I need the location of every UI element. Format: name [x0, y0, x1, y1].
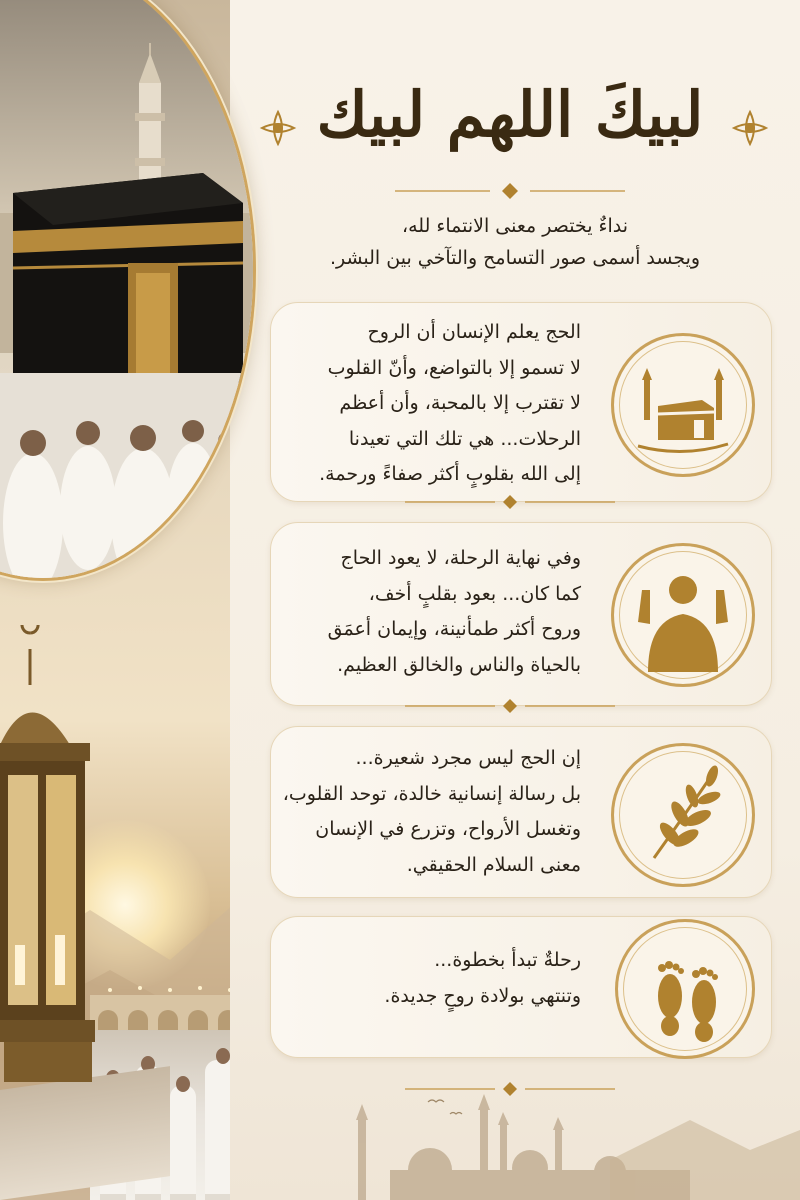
olive-branch-icon [611, 743, 755, 887]
mosque-skyline [330, 1090, 800, 1200]
page-title: لبيكَ اللهم لبيك [316, 78, 704, 151]
kaaba-icon [611, 333, 755, 477]
card-humility [270, 302, 772, 502]
card-message [270, 726, 772, 898]
subtitle-line-2: ويجسد أسمى صور التسامح والتآخي بين البشر. [329, 247, 701, 269]
card-text: وفي نهاية الرحلة، لا يعود الحاج كما كان... بعود بقلبٍ أخف، وروح أكثر طمأنينة، وإيمان أعمَق بالحياة والناس والخالق العظيم. [327, 547, 581, 676]
subtitle-line-1: نداءٌ يختصر معنى الانتماء لله، [401, 215, 629, 237]
card-journey [270, 916, 772, 1058]
card-return [270, 522, 772, 706]
card-text: الحج يعلم الإنسان أن الروح لا تسمو إلا بالتواضع، وأنّ القلوب لا تقترب إلا بالمحبة، وأن أعظم الرحلات... هي تلك التي تعيدنا إلى الله بقلوبٍ أكثر صفاءً ورحمة. [319, 321, 581, 485]
lantern-illustration [0, 625, 110, 1105]
kaaba-photo-oval [0, 0, 256, 581]
subtitle [300, 210, 730, 274]
header-divider [385, 182, 635, 200]
card-text: رحلةٌ تبدأ بخطوة... وتنتهي بولادة روحٍ جديدة. [384, 949, 581, 1007]
card-divider [385, 697, 635, 715]
card-text: إن الحج ليس مجرد شعيرة... بل رسالة إنسانية خالدة، توحد القلوب، وتغسل الأرواح، وتزرع في الإنسان معنى السلام الحقيقي. [282, 747, 581, 876]
right-ornament-icon [730, 108, 770, 148]
footprints-icon [615, 919, 755, 1059]
praying-pilgrim-icon [611, 543, 755, 687]
card-divider [385, 493, 635, 511]
